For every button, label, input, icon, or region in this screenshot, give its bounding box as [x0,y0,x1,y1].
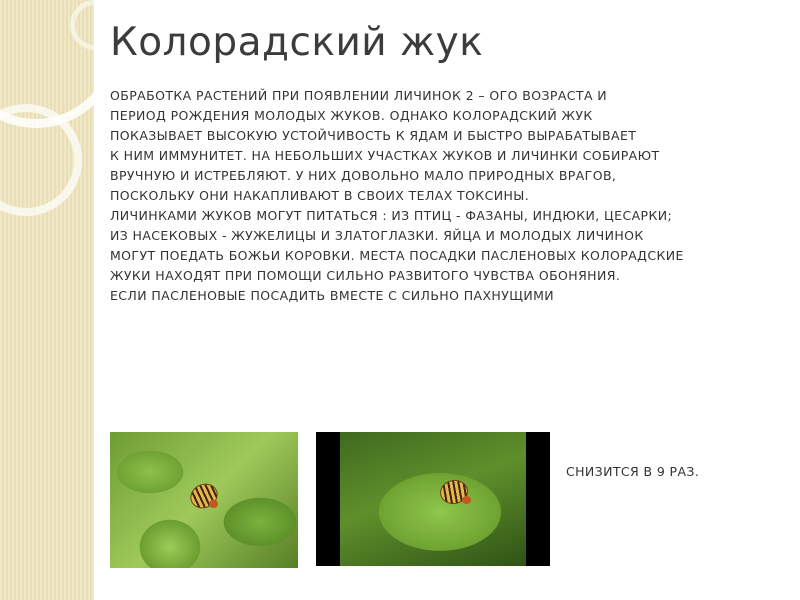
decorative-side-panel [0,0,94,600]
leaf-background [340,432,526,566]
text-line: ЕСЛИ ПАСЛЕНОВЫЕ ПОСАДИТЬ ВМЕСТЕ С СИЛЬНО ПАХНУЩИМИ [110,288,555,303]
text-line: ВРУЧНУЮ И ИСТРЕБЛЯЮТ. У НИХ ДОВОЛЬНО МАЛО ПРИРОДНЫХ ВРАГОВ, [110,168,617,183]
beetle-head [462,496,471,504]
text-line: ОБРАБОТКА РАСТЕНИЙ ПРИ ПОЯВЛЕНИИ ЛИЧИНОК 2 – ОГО ВОЗРАСТА И [110,88,608,103]
text-line: ЛИЧИНКАМИ ЖУКОВ МОГУТ ПИТАТЬСЯ : ИЗ ПТИЦ - ФАЗАНЫ, ИНДЮКИ, ЦЕСАРКИ; [110,208,673,223]
text-line: МОГУТ ПОЕДАТЬ БОЖЬИ КОРОВКИ. МЕСТА ПОСАДКИ ПАСЛЕНОВЫХ КОЛОРАДСКИЕ [110,248,684,263]
text-line: ИЗ НАСЕКОВЫХ - ЖУЖЕЛИЦЫ И ЗЛАТОГЛАЗКИ. ЯЙЦА И МОЛОДЫХ ЛИЧИНОК [110,228,644,243]
text-line: ЖУКИ НАХОДЯТ ПРИ ПОМОЩИ СИЛЬНО РАЗВИТОГО ЧУВСТВА ОБОНЯНИЯ. [110,268,621,283]
text-line: К НИМ ИММУНИТЕТ. НА НЕБОЛЬШИХ УЧАСТКАХ ЖУКОВ И ЛИЧИНКИ СОБИРАЮТ [110,148,660,163]
text-line: ПОСКОЛЬКУ ОНИ НАКАПЛИВАЮТ В СВОИХ ТЕЛАХ ТОКСИНЫ. [110,188,530,203]
slide-body [110,86,750,306]
trailing-text: СНИЗИТСЯ В 9 РАЗ. [566,464,700,479]
text-line: ПЕРИОД РОЖДЕНИЯ МОЛОДЫХ ЖУКОВ. ОДНАКО КОЛОРАДСКИЙ ЖУК [110,108,593,123]
beetle-figure [186,479,222,513]
text-line: ПОКАЗЫВАЕТ ВЫСОКУЮ УСТОЙЧИВОСТЬ К ЯДАМ И БЫСТРО ВЫРАБАТЫВАЕТ [110,128,637,143]
beetle-photo-right [316,432,550,566]
slide-title: Колорадский жук [110,20,484,65]
beetle-head [209,500,218,508]
beetle-photo-left [110,432,298,568]
